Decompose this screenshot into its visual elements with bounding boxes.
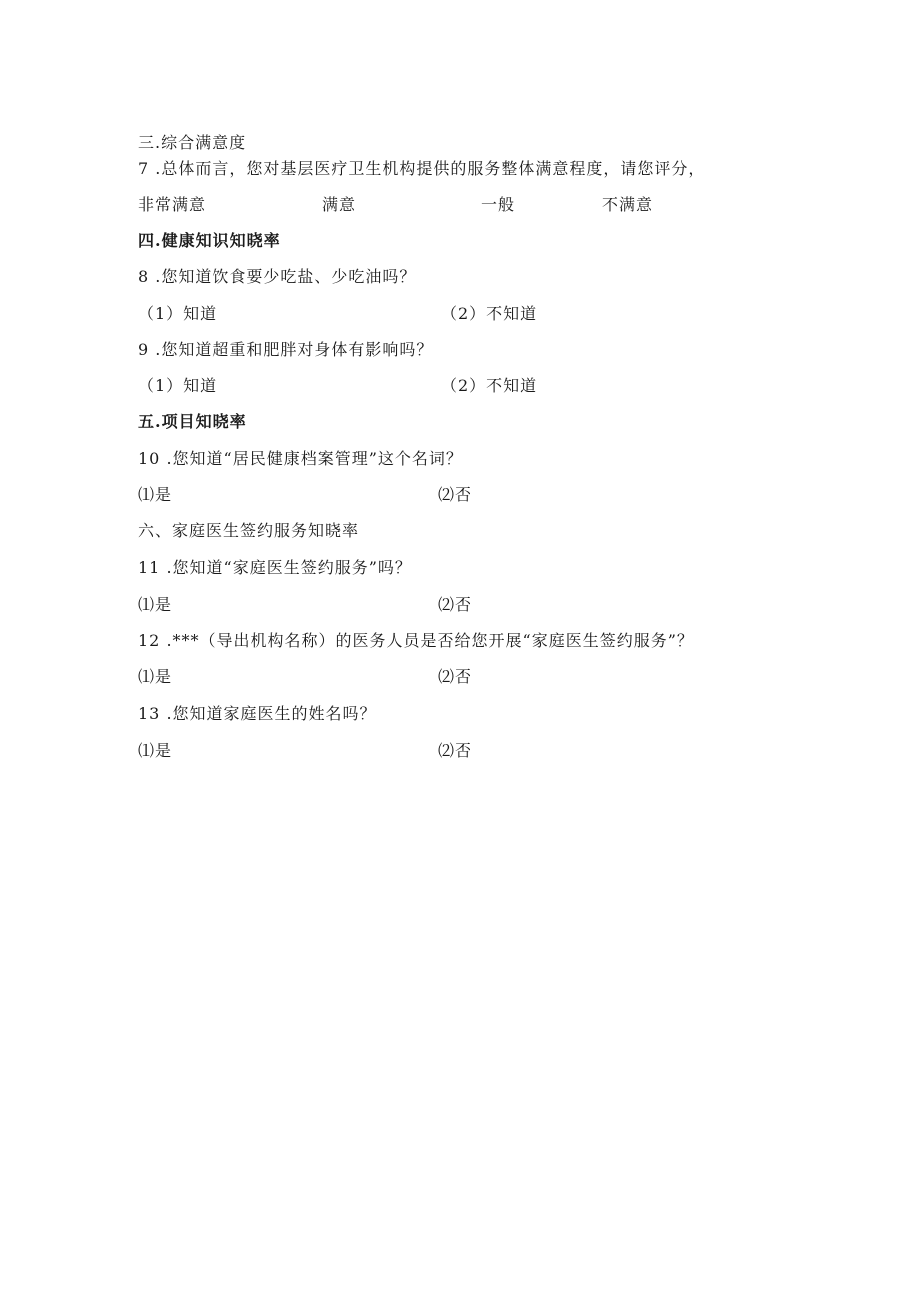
q11-option-1: ⑴是 xyxy=(138,595,173,614)
section-heading-project-awareness: 五.项目知晓率 xyxy=(138,412,247,431)
question-7: 7 .总体而言，您对基层医疗卫生机构提供的服务整体满意程度，请您评分， xyxy=(138,159,706,178)
q13-option-1: ⑴是 xyxy=(138,741,173,760)
q7-option-4: 不满意 xyxy=(602,195,654,214)
q7-option-2: 满意 xyxy=(322,195,357,214)
q12-option-1: ⑴是 xyxy=(138,667,173,686)
question-12: 12 .***（导出机构名称）的医务人员是否给您开展“家庭医生签约服务”？ xyxy=(138,631,694,650)
q7-option-3: 一般 xyxy=(481,195,516,214)
q10-option-2: ⑵否 xyxy=(438,485,473,504)
question-11: 11 .您知道“家庭医生签约服务”吗？ xyxy=(138,558,412,577)
q8-option-2: （2）不知道 xyxy=(441,304,538,323)
section-heading-health-knowledge: 四.健康知识知晓率 xyxy=(138,231,281,250)
q8-option-1: （1）知道 xyxy=(138,304,218,323)
section-heading-satisfaction: 三.综合满意度 xyxy=(138,133,247,152)
q10-option-1: ⑴是 xyxy=(138,485,173,504)
question-10: 10 .您知道“居民健康档案管理”这个名词？ xyxy=(138,449,463,468)
question-8: 8 .您知道饮食要少吃盐、少吃油吗？ xyxy=(138,267,417,286)
q7-option-1: 非常满意 xyxy=(138,195,207,214)
section-heading-family-doctor: 六、家庭医生签约服务知晓率 xyxy=(138,521,360,540)
q12-option-2: ⑵否 xyxy=(438,667,473,686)
question-13: 13 .您知道家庭医生的姓名吗？ xyxy=(138,704,377,723)
question-9: 9 .您知道超重和肥胖对身体有影响吗？ xyxy=(138,340,434,359)
q13-option-2: ⑵否 xyxy=(438,741,473,760)
q11-option-2: ⑵否 xyxy=(438,595,473,614)
q9-option-1: （1）知道 xyxy=(138,376,218,395)
q9-option-2: （2）不知道 xyxy=(441,376,538,395)
